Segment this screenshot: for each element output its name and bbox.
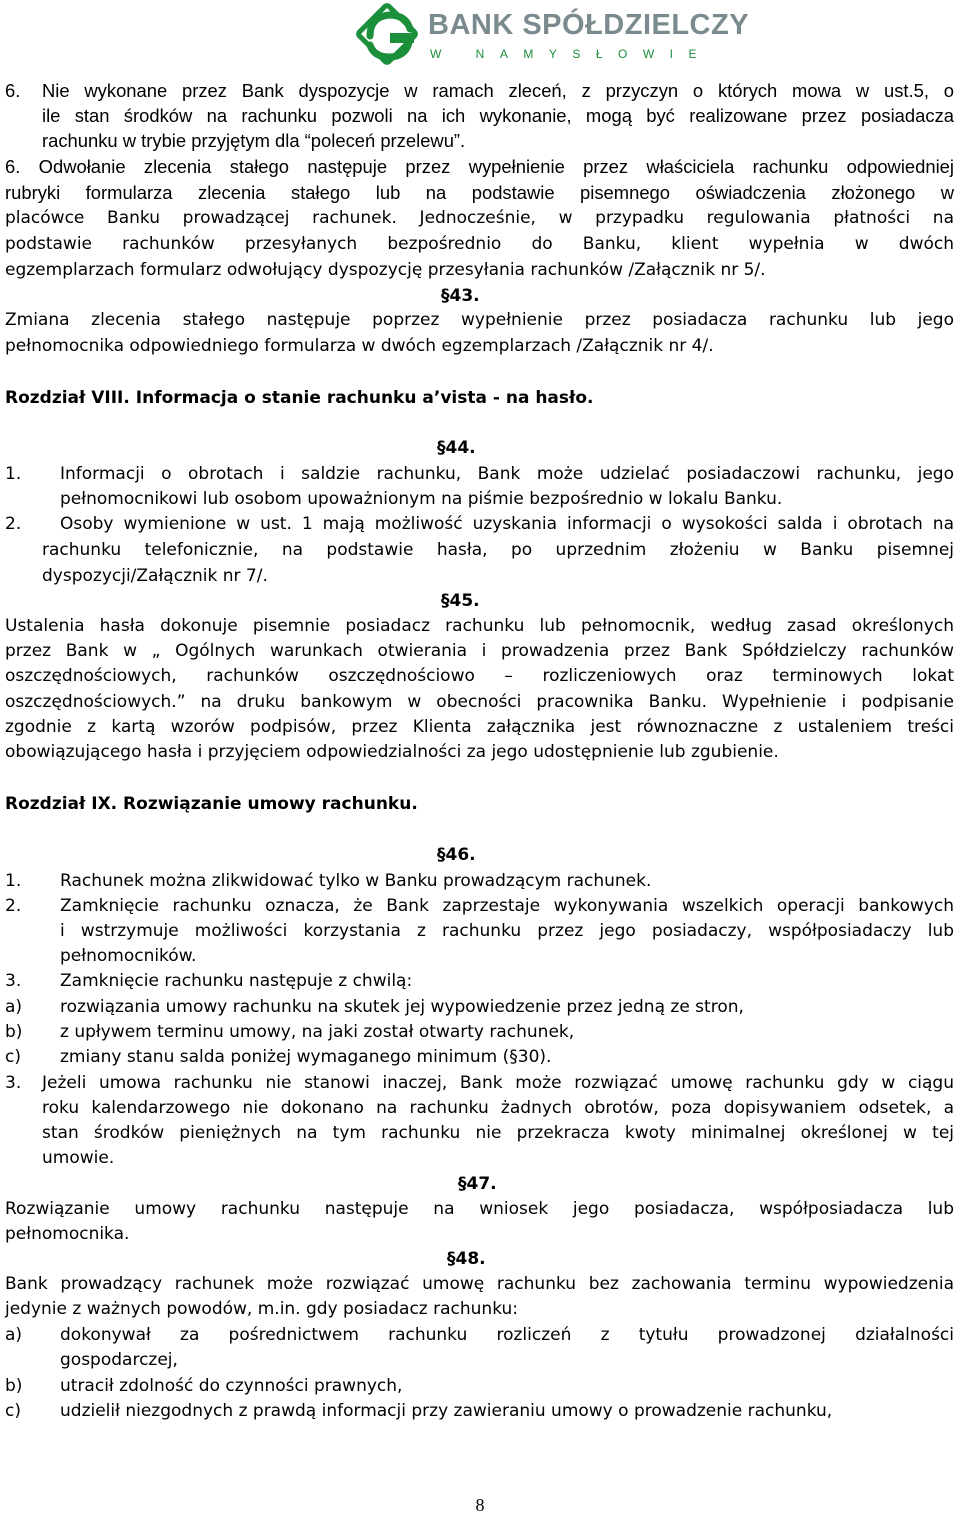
text-line: Ustalenia hasła dokonuje pisemnie posiadacz rachunku lub pełnomocnik, według zasad określonych	[5, 616, 954, 636]
list-marker: c)	[5, 1047, 21, 1067]
list-marker: 2.	[5, 896, 22, 916]
text-line: stan środków pieniężnych na tym rachunku nie przekracza kwoty minimalnej określonej w tej	[42, 1123, 954, 1143]
text-line: zgodnie z kartą wzorów podpisów, przez Klienta załącznika jest równoznaczne z ustaleniem treści	[5, 717, 954, 737]
text-line: Rozdział IX. Rozwiązanie umowy rachunku.	[5, 794, 418, 814]
list-marker: 1.	[5, 871, 22, 891]
list-marker: b)	[5, 1022, 23, 1042]
text-line: Informacji o obrotach i saldzie rachunku, Bank może udzielać posiadaczowi rachunku, jego	[60, 464, 954, 484]
text-line: ile stan środków na rachunku pozwoli na ich wykonanie, mogą być realizowane przez posiadacza	[42, 105, 954, 126]
text-line: pełnomocników.	[60, 946, 197, 966]
text-line: placówce Banku prowadzącej rachunek. Jednocześnie, w przypadku regulowania płatności na	[5, 208, 954, 228]
text-line: rubryki formularza zlecenia stałego lub na podstawie pisemnego oświadczenia złożonego w	[5, 182, 954, 203]
text-line: przez Bank w „ Ogólnych warunkach otwierania i prowadzenia przez Bank Spółdzielczy rachunków	[5, 641, 954, 661]
list-marker: 3.	[5, 971, 22, 991]
text-line: Zmiana zlecenia stałego następuje poprzez wypełnienie przez posiadacza rachunku lub jego	[5, 310, 954, 330]
list-marker: 1.	[5, 464, 22, 484]
text-line: egzemplarzach formularz odwołujący dyspozycję przesyłania rachunków /Załącznik nr 5/.	[5, 260, 766, 280]
text-line: roku kalendarzowego nie dokonano na rachunku żadnych obrotów, poza dopisywaniem odsetek, a	[42, 1098, 954, 1118]
list-marker: c)	[5, 1401, 21, 1421]
text-line: zmiany stanu salda poniżej wymaganego minimum (§30).	[60, 1047, 552, 1067]
text-line: oszczędnościowych, rachunków oszczędnościowo – rozliczeniowych oraz terminowych lokat	[5, 666, 954, 686]
text-line: dokonywał za pośrednictwem rachunku rozliczeń z tytułu prowadzonej działalności	[60, 1325, 954, 1345]
text-line: pełnomocnika.	[5, 1224, 130, 1244]
text-line: Zamknięcie rachunku oznacza, że Bank zaprzestaje wykonywania wszelkich operacji bankowych	[60, 896, 954, 916]
text-line: obowiązującego hasła i przyjęciem odpowiedzialności za jego udostępnienie lub zgubienie.	[5, 742, 779, 762]
text-line: pełnomocnikowi lub osobom upoważnionym na piśmie bezpośrednio w lokalu Banku.	[60, 489, 783, 509]
text-line: 6.	[5, 80, 21, 101]
text-line: utracił zdolność do czynności prawnych,	[60, 1376, 403, 1396]
text-line: 6. Odwołanie zlecenia stałego następuje przez wypełnienie przez właściciela rachunku odpowiedniej	[5, 156, 954, 177]
text-line: rozwiązania umowy rachunku na skutek jej wypowiedzenie przez jedną ze stron,	[60, 997, 744, 1017]
section-heading: §46.	[437, 845, 476, 865]
text-line: Jeżeli umowa rachunku nie stanowi inaczej, Bank może rozwiązać umowę rachunku gdy w ciągu	[42, 1073, 954, 1093]
text-line: umowie.	[42, 1148, 115, 1168]
page-number: 8	[475, 1495, 485, 1515]
text-line: Bank prowadzący rachunek może rozwiązać umowę rachunku bez zachowania terminu wypowiedzenia	[5, 1274, 954, 1294]
list-marker: b)	[5, 1376, 23, 1396]
section-heading: §48.	[447, 1249, 486, 1269]
text-line: oszczędnościowych.” na druku bankowym w obecności pracownika Banku. Wypełnienie i podpisanie	[5, 692, 954, 712]
text-line: jedynie z ważnych powodów, m.in. gdy posiadacz rachunku:	[5, 1299, 519, 1319]
section-heading: §43.	[441, 286, 480, 306]
text-line: gospodarczej,	[60, 1350, 178, 1370]
text-line: rachunku telefonicznie, na podstawie hasła, po uprzednim złożeniu w Banku pisemnej	[42, 540, 954, 560]
text-line: Osoby wymienione w ust. 1 mają możliwość uzyskania informacji o wysokości salda i obrotach na	[60, 514, 954, 534]
section-heading: §44.	[437, 438, 476, 458]
text-line: podstawie rachunków przesyłanych bezpośrednio do Banku, klient wypełnia w dwóch	[5, 234, 954, 254]
text-line: i wstrzymuje możliwości korzystania z rachunku przez jego posiadaczy, współposiadaczy lub	[60, 921, 954, 941]
text-line: dyspozycji/Załącznik nr 7/.	[42, 566, 268, 586]
text-line: Rozwiązanie umowy rachunku następuje na wniosek jego posiadacza, współposiadacza lub	[5, 1199, 954, 1219]
text-line: udzielił niezgodnych z prawdą informacji przy zawieraniu umowy o prowadzenie rachunku,	[60, 1401, 833, 1421]
text-line: pełnomocnika odpowiedniego formularza w dwóch egzemplarzach /Załącznik nr 4/.	[5, 336, 714, 356]
list-marker: 3.	[5, 1073, 22, 1093]
text-line: rachunku w trybie przyjętym dla “poleceń przelewu”.	[42, 130, 466, 151]
text-line: Rozdział VIII. Informacja o stanie rachunku a’vista - na hasło.	[5, 388, 594, 408]
text-line: z upływem terminu umowy, na jaki został otwarty rachunek,	[60, 1022, 575, 1042]
text-line: Rachunek można zlikwidować tylko w Banku prowadzącym rachunek.	[60, 871, 652, 891]
list-marker: a)	[5, 1325, 23, 1345]
list-marker: 2.	[5, 514, 22, 534]
text-line: Zamknięcie rachunku następuje z chwilą:	[60, 971, 413, 991]
bank-location: W NAMYSŁOWIE	[430, 47, 713, 61]
bank-name: BANK SPÓŁDZIELCZY	[428, 9, 750, 41]
text-line: Nie wykonane przez Bank dyspozycje w ramach zleceń, z przyczyn o których mowa w ust.5, o	[42, 80, 954, 101]
section-heading: §47.	[458, 1174, 497, 1194]
list-marker: a)	[5, 997, 23, 1017]
section-heading: §45.	[441, 591, 480, 611]
